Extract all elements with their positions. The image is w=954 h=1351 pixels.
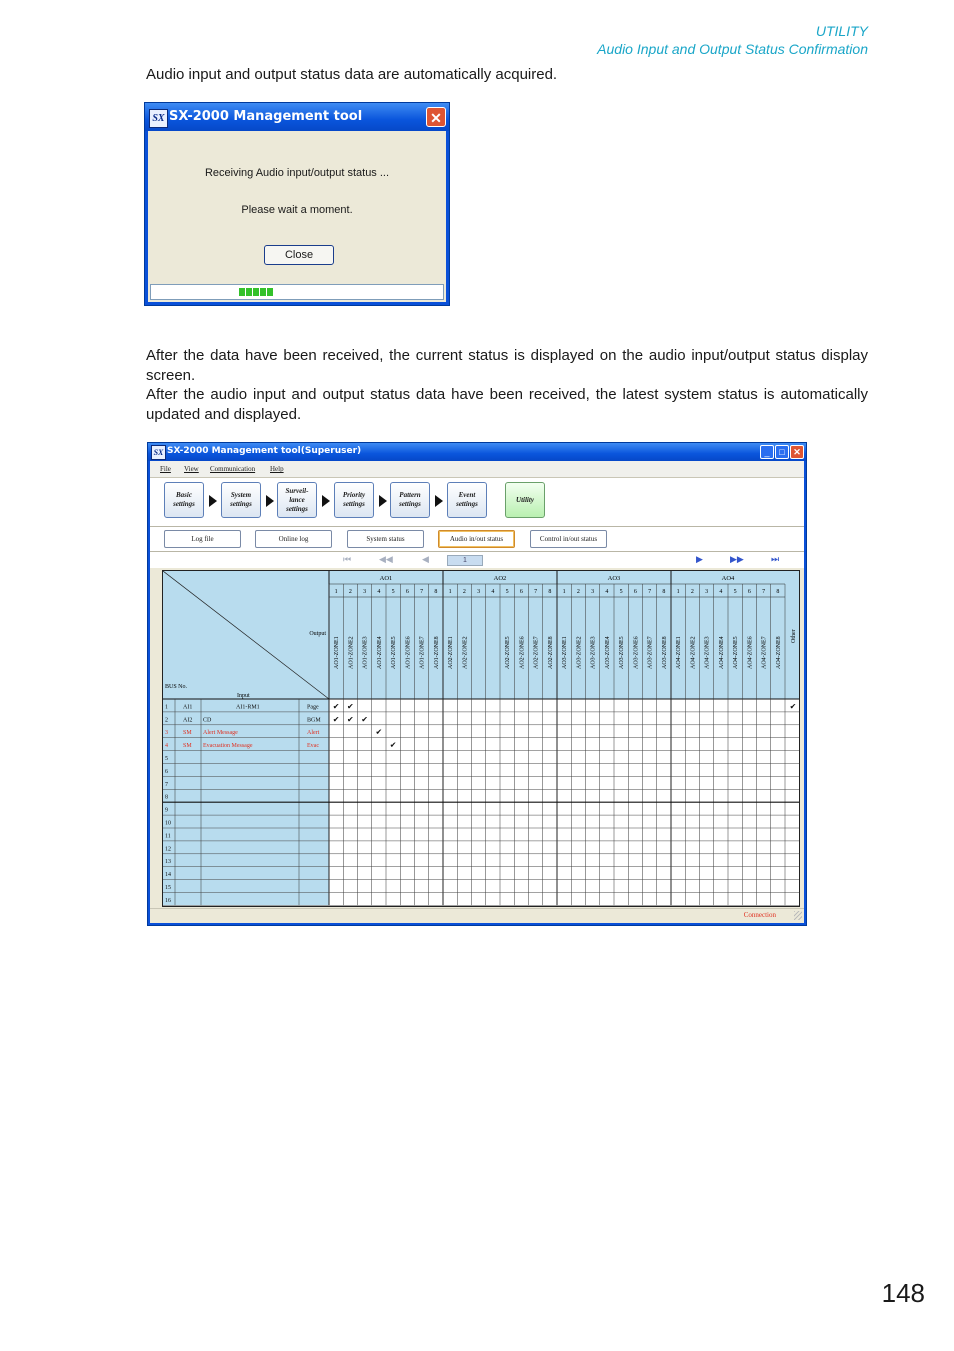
bus-number: 16 [165, 897, 171, 904]
output-zone-label: AO1-ZONE2 [348, 636, 355, 669]
basic-settings-button[interactable] [164, 482, 204, 518]
channel-number-label: 2 [576, 589, 580, 595]
other-output-label: Other [791, 629, 797, 643]
paragraph-updated: After the audio input and output status data have been received, the latest system status is automatically updated and displayed. [146, 386, 868, 423]
progress-block [260, 288, 266, 296]
channel-number-label: 7 [420, 589, 424, 595]
output-zone-label: AO1-ZONE3 [362, 636, 369, 669]
tab-audio-inout-status[interactable]: Audio in/out status [438, 530, 515, 548]
output-zone-label: AO3-ZONE5 [619, 636, 626, 669]
channel-number-label: 8 [434, 589, 438, 595]
priority-settings-label: Priority settings [342, 491, 366, 508]
main-window [147, 442, 807, 926]
output-zone-label: AO2-ZONE5 [505, 636, 512, 669]
channel-number-label: 4 [719, 589, 723, 595]
bus-number: 12 [165, 846, 171, 853]
menu-communication[interactable]: Communication [210, 465, 256, 473]
bus-number: 9 [165, 807, 168, 814]
input-name: Evacuation Message [203, 743, 253, 750]
output-zone-label: AO3-ZONE1 [562, 636, 569, 669]
menu-file[interactable]: File [160, 465, 171, 473]
resize-grip-icon[interactable] [794, 911, 802, 920]
input-axis-label: Input [237, 693, 250, 699]
next-page-group-icon[interactable]: ▶▶ [730, 554, 744, 564]
output-zone-label: AO4-ZONE2 [690, 636, 697, 669]
tab-online-log[interactable]: Online log [255, 530, 332, 548]
menu-view[interactable]: View [184, 465, 199, 473]
bus-no-label: BUS No. [165, 684, 188, 690]
progress-block [267, 288, 273, 296]
input-name: CD [203, 717, 212, 724]
utility-tabs [150, 527, 804, 552]
section-subtitle: Audio Input and Output Status Confirmation [597, 41, 868, 57]
channel-number-label: 7 [762, 589, 766, 595]
progress-block [246, 288, 252, 296]
page-number: 148 [881, 1278, 925, 1308]
channel-number-label: 5 [391, 589, 395, 595]
bus-number: 14 [165, 872, 171, 879]
bus-number: 15 [165, 885, 171, 891]
channel-number-label: 8 [548, 589, 552, 595]
channel-number-label: 6 [405, 589, 409, 595]
tab-log-file[interactable]: Log file [164, 530, 241, 548]
input-type: BGM [307, 717, 321, 724]
output-zone-label: AO3-ZONE3 [590, 636, 597, 669]
input-name: Alert Message [203, 730, 238, 737]
output-zone-label: AO1-ZONE1 [334, 636, 341, 669]
progress-block [253, 288, 259, 296]
input-source: SM [183, 743, 192, 750]
page-indicator: 1 [447, 555, 483, 566]
output-zone-label: AO1-ZONE6 [405, 636, 412, 669]
utility-label: Utility [516, 495, 534, 504]
menu-help[interactable]: Help [270, 465, 284, 473]
sx-app-icon: SX [149, 109, 168, 128]
channel-number-label: 1 [334, 589, 338, 595]
output-zone-label: AO1-ZONE5 [391, 636, 398, 669]
channel-number-label: 3 [591, 589, 595, 595]
status-check-icon: ✔ [332, 714, 340, 724]
next-page-icon[interactable]: ▶ [696, 554, 703, 564]
output-zone-label: AO3-ZONE2 [576, 636, 583, 669]
bus-number: 5 [165, 756, 168, 762]
status-check-icon: ✔ [789, 701, 797, 711]
output-axis-label: Output [309, 631, 326, 637]
flow-arrow-icon [266, 495, 274, 507]
output-zone-label: AO2-ZONE6 [519, 636, 526, 669]
menu-bar [150, 461, 804, 478]
dialog-body [148, 131, 446, 302]
status-check-icon: ✔ [389, 740, 397, 750]
status-check-icon: ✔ [347, 701, 354, 711]
channel-number-label: 7 [534, 589, 538, 595]
output-zone-label: AO3-ZONE6 [633, 636, 640, 669]
bus-number: 6 [165, 768, 168, 775]
channel-number-label: 8 [662, 589, 666, 595]
status-check-icon: ✔ [375, 727, 383, 737]
status-check-icon: ✔ [361, 714, 368, 724]
channel-number-label: 4 [491, 589, 495, 595]
prev-page-group-icon[interactable]: ◀◀ [379, 554, 393, 564]
output-group-label: AO2 [493, 575, 507, 582]
receiving-progress-bar [150, 284, 444, 300]
pattern-settings-label: Pattern settings [399, 491, 421, 508]
output-zone-label: AO1-ZONE4 [376, 636, 383, 669]
dialog-close-button[interactable]: Close [264, 245, 334, 265]
channel-number-label: 6 [633, 589, 637, 595]
output-zone-label: AO4-ZONE8 [775, 636, 782, 669]
channel-number-label: 5 [619, 589, 623, 595]
bus-number: 1 [165, 704, 168, 711]
output-zone-label: AO4-ZONE7 [761, 636, 768, 669]
output-zone-label: AO4-ZONE1 [676, 636, 683, 669]
input-source: SM [183, 730, 192, 737]
main-window-title: SX-2000 Management tool(Superuser) [167, 446, 362, 456]
channel-number-label: 2 [690, 589, 694, 595]
dialog-title-bar [145, 103, 449, 131]
output-zone-label: AO1-ZONE8 [433, 636, 440, 669]
connection-status: Connection [743, 911, 776, 919]
dialog-message-receiving: Receiving Audio input/output status ... [204, 167, 390, 179]
flow-arrow-icon [379, 495, 387, 507]
channel-number-label: 8 [776, 589, 780, 595]
dialog-close-icon[interactable]: ✕ [426, 107, 446, 127]
output-group-label: AO4 [721, 575, 735, 582]
last-page-icon[interactable]: ⏭ [771, 554, 780, 564]
tab-system-status[interactable]: System status [347, 530, 424, 548]
channel-number-label: 4 [377, 589, 381, 595]
section-label: UTILITY [815, 23, 868, 39]
output-zone-label: AO3-ZONE8 [661, 636, 668, 669]
flow-arrow-icon [435, 495, 443, 507]
input-source: AI2 [183, 717, 193, 724]
channel-number-label: 7 [648, 589, 652, 595]
bus-number: 3 [165, 730, 168, 737]
output-zone-label: AO4-ZONE5 [733, 636, 740, 669]
main-title-bar [148, 443, 806, 461]
bus-number: 8 [165, 794, 168, 801]
channel-number-label: 5 [505, 589, 509, 595]
maximize-icon[interactable]: □ [775, 445, 789, 459]
input-name: AI1-RM1 [236, 704, 260, 711]
channel-number-label: 4 [605, 589, 609, 595]
audio-status-grid-svg [163, 571, 799, 906]
channel-number-label: 2 [462, 589, 466, 595]
output-zone-label: AO2-ZONE2 [462, 636, 469, 669]
channel-number-label: 1 [562, 589, 566, 595]
progress-block [239, 288, 245, 296]
minimize-icon[interactable]: _ [760, 445, 774, 459]
input-type: Alert [307, 730, 320, 737]
surveillance-settings-label: Surveil-lance settings [285, 486, 309, 513]
priority-settings-button[interactable] [334, 482, 374, 518]
output-zone-label: AO4-ZONE3 [704, 636, 711, 669]
close-icon[interactable]: ✕ [790, 445, 804, 459]
bus-number: 13 [165, 859, 171, 866]
channel-number-label: 1 [676, 589, 680, 595]
dialog-title: SX-2000 Management tool [169, 109, 363, 124]
flow-arrow-icon [322, 495, 330, 507]
utility-button[interactable] [505, 482, 545, 518]
input-type: Page [307, 704, 319, 711]
settings-flow [150, 478, 804, 527]
system-settings-button[interactable] [221, 482, 261, 518]
page-navigation [150, 552, 804, 568]
dialog-message-wait: Please wait a moment. [241, 204, 353, 216]
output-zone-label: AO3-ZONE4 [604, 636, 611, 669]
bus-number: 11 [165, 833, 171, 840]
input-type: Evac [307, 743, 319, 750]
output-group-label: AO1 [379, 575, 393, 582]
basic-settings-label: Basic settings [173, 491, 195, 508]
intro-paragraph: Audio input and output status data are automatically acquired. [146, 66, 558, 83]
channel-number-label: 5 [733, 589, 737, 595]
channel-number-label: 6 [747, 589, 751, 595]
output-group-label: AO3 [607, 575, 621, 582]
output-zone-label: AO2-ZONE1 [448, 636, 455, 669]
output-zone-label: AO2-ZONE8 [547, 636, 554, 669]
status-check-icon: ✔ [332, 701, 340, 711]
status-bar [150, 908, 804, 923]
surveillance-settings-button[interactable] [277, 482, 317, 518]
status-check-icon: ✔ [347, 714, 354, 724]
event-settings-button[interactable] [447, 482, 487, 518]
output-zone-label: AO4-ZONE4 [718, 636, 725, 669]
output-zone-label: AO2-ZONE7 [533, 636, 540, 669]
channel-number-label: 3 [705, 589, 709, 595]
event-settings-label: Event settings [456, 491, 478, 508]
bus-number: 2 [165, 717, 168, 724]
output-zone-label: AO4-ZONE6 [747, 636, 754, 669]
system-settings-label: System settings [230, 491, 252, 508]
channel-number-label: 1 [448, 589, 452, 595]
bus-number: 7 [165, 781, 168, 788]
pattern-settings-button[interactable] [390, 482, 430, 518]
output-zone-label: AO1-ZONE7 [419, 636, 426, 669]
flow-arrow-icon [209, 495, 217, 507]
channel-number-label: 6 [519, 589, 523, 595]
channel-number-label: 3 [477, 589, 481, 595]
channel-number-label: 3 [363, 589, 367, 595]
sx-app-icon: SX [151, 445, 166, 460]
first-page-icon[interactable]: ⏮ [343, 554, 352, 564]
audio-status-grid [162, 570, 800, 907]
tab-control-inout-status[interactable]: Control in/out status [530, 530, 607, 548]
bus-number: 4 [165, 743, 168, 750]
paragraph-received: After the data have been received, the current status is displayed on the audio input/output status display screen. [146, 347, 868, 384]
input-source: AI1 [183, 704, 193, 711]
prev-page-icon[interactable]: ◀ [422, 554, 429, 564]
receiving-dialog [144, 102, 450, 306]
channel-number-label: 2 [348, 589, 352, 595]
output-zone-label: AO3-ZONE7 [647, 636, 654, 669]
main-client-area [150, 461, 804, 923]
bus-number: 10 [165, 820, 171, 827]
